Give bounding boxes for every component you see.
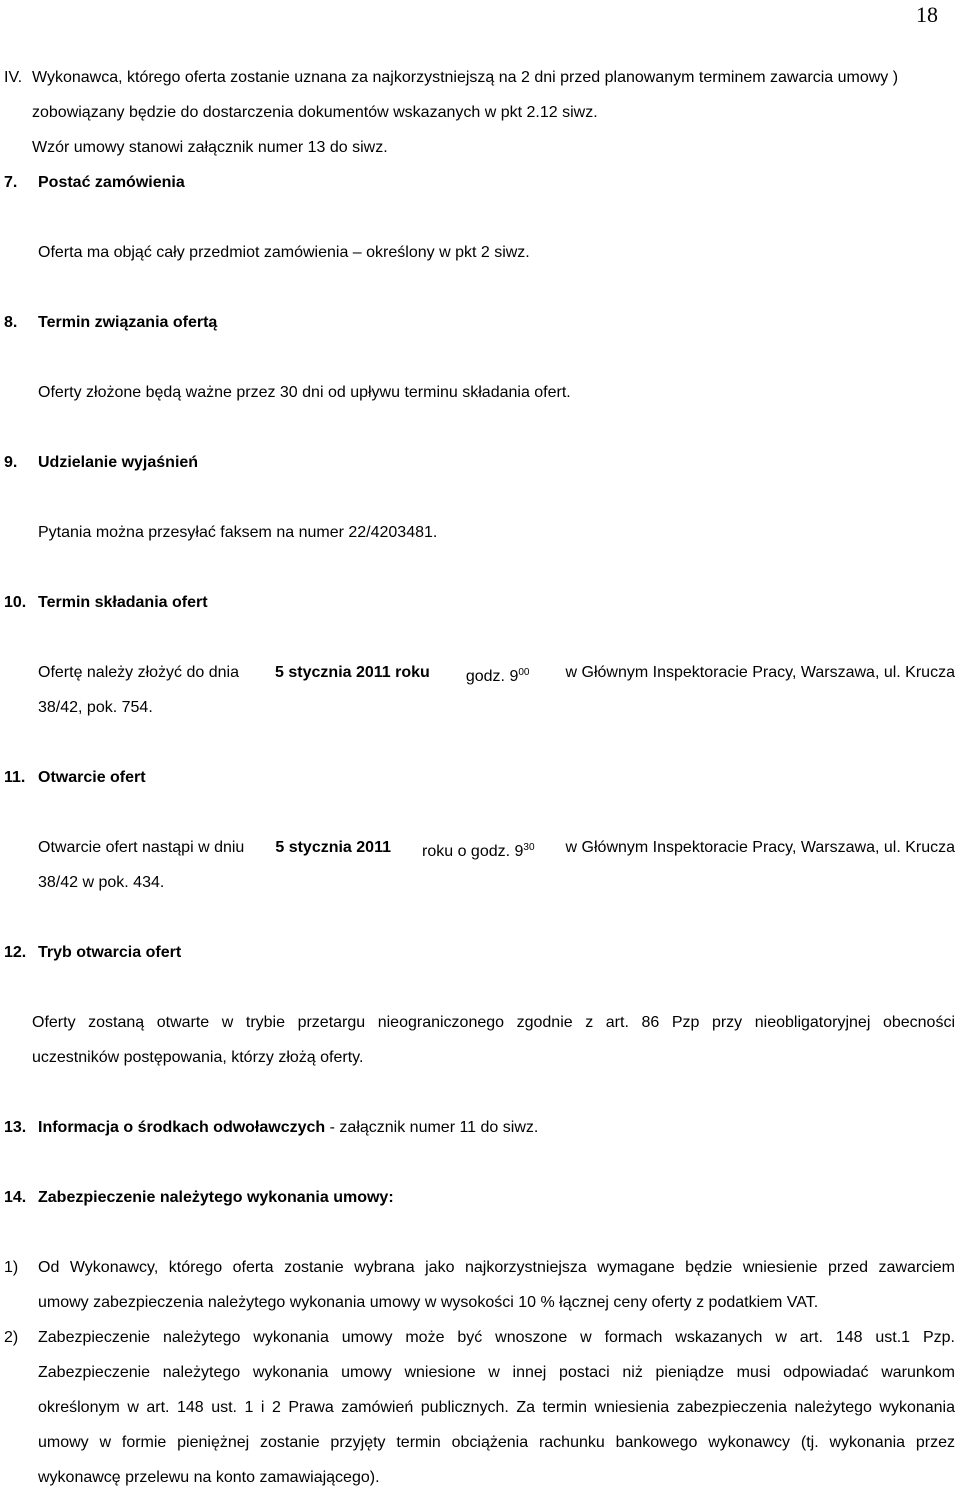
list-item-1-number: 1) xyxy=(4,1259,19,1276)
section-11-number: 11. xyxy=(4,769,26,786)
section-9-number: 9. xyxy=(4,454,18,471)
section-8-body: Oferty złożone będą ważne przez 30 dni od upływu terminu składania ofert. xyxy=(38,384,571,401)
section-11-text-a: Otwarcie ofert nastąpi w dniu xyxy=(38,839,245,856)
page-number: 18 xyxy=(916,2,938,27)
section-7-number: 7. xyxy=(4,174,18,191)
section-9-title: Udzielanie wyjaśnień xyxy=(38,454,199,471)
section-10-time: godz. $9^{00}$ xyxy=(465,667,530,685)
section-11-body-line xyxy=(38,838,955,862)
section-10-body-d: 38/42, pok. 754. xyxy=(38,699,153,716)
list-item-1-line-1: Od Wykonawcy, którego oferta zostanie wybrana jako najkorzystniejsza wymagane będzie wniesienie przed zawarciem xyxy=(38,1259,955,1276)
section-14-number: 14. xyxy=(4,1189,27,1206)
section-10-text-a: Ofertę należy złożyć do dnia xyxy=(38,664,239,681)
list-item-2-line-3: określonym w art. 148 ust. 1 i 2 Prawa zamówień publicznych. Za termin wniesienia zabezpieczenia należytego wykonania xyxy=(38,1399,955,1416)
intro-line-2: zobowiązany będzie do dostarczenia dokumentów wskazanych w pkt 2.12 siwz. xyxy=(32,104,598,121)
section-14-title: Zabezpieczenie należytego wykonania umowy: xyxy=(38,1189,394,1206)
section-10-title: Termin składania ofert xyxy=(38,594,208,611)
section-7-body: Oferta ma objąć cały przedmiot zamówienia – określony w pkt 2 siwz. xyxy=(38,244,530,261)
section-10-text-c: w Głównym Inspektoracie Pracy, Warszawa, ul. Krucza xyxy=(565,664,955,681)
section-11-date: 5 stycznia 2011 xyxy=(275,839,391,856)
list-item-2-line-4: umowy w formie pieniężnej zostanie przyjęty termin obciążenia rachunku bankowego wykonawcy (tj. wykonania przez xyxy=(38,1434,955,1451)
section-12-number: 12. xyxy=(4,944,27,961)
section-11-body-d: 38/42 w pok. 434. xyxy=(38,874,165,891)
section-12-body-a: Oferty zostaną otwarte w trybie przetargu nieograniczonego zgodnie z art. 86 Pzp przy nieobligatoryjnej obecności xyxy=(32,1014,955,1031)
section-10-body-line xyxy=(38,663,955,687)
section-11-title: Otwarcie ofert xyxy=(38,769,146,786)
section-8-number: 8. xyxy=(4,314,18,331)
section-11-time-sup: 30 xyxy=(523,842,535,853)
list-item-2-line-5: wykonawcę przelewu na konto zamawiającego). xyxy=(38,1469,380,1486)
section-11-text-c: w Głównym Inspektoracie Pracy, Warszawa, ul. Krucza xyxy=(565,839,955,856)
intro-line-3: Wzór umowy stanowi załącznik numer 13 do siwz. xyxy=(32,139,388,156)
section-9-body: Pytania można przesyłać faksem na numer 22/4203481. xyxy=(38,524,438,541)
section-13-body: - załącznik numer 11 do siwz. xyxy=(329,1119,539,1136)
section-13-number: 13. xyxy=(4,1119,27,1136)
section-8-title: Termin związania ofertą xyxy=(38,314,218,331)
list-item-1-line-2: umowy zabezpieczenia należytego wykonania umowy w wysokości 10 % łącznej ceny oferty z podatkiem VAT. xyxy=(38,1294,819,1311)
section-10-date: 5 stycznia 2011 roku xyxy=(275,664,430,681)
list-item-2-number: 2) xyxy=(4,1329,19,1346)
section-13-title: Informacja o środkach odwoławczych xyxy=(38,1119,326,1136)
section-13-line xyxy=(38,1118,538,1138)
section-12-body-b: uczestników postępowania, którzy złożą oferty. xyxy=(32,1049,364,1066)
intro-prefix: IV. xyxy=(4,69,23,86)
section-11-time: roku o godz. $9^{30}$ xyxy=(422,842,535,860)
section-10-time-sup: 00 xyxy=(518,667,530,678)
list-item-2-line-1: Zabezpieczenie należytego wykonania umowy może być wnoszone w formach wskazanych w art. 148 ust.1 Pzp. xyxy=(38,1329,955,1346)
section-12-title: Tryb otwarcia ofert xyxy=(38,944,182,961)
section-10-number: 10. xyxy=(4,594,27,611)
intro-line-1: Wykonawca, którego oferta zostanie uznana za najkorzystniejszą na 2 dni przed planowanym terminem zawarcia umowy ) xyxy=(32,69,899,86)
section-7-title: Postać zamówienia xyxy=(38,174,185,191)
list-item-2-line-2: Zabezpieczenie należytego wykonania umowy wniesione w innej postaci niż pieniądze musi odpowiadać warunkom xyxy=(38,1364,955,1381)
